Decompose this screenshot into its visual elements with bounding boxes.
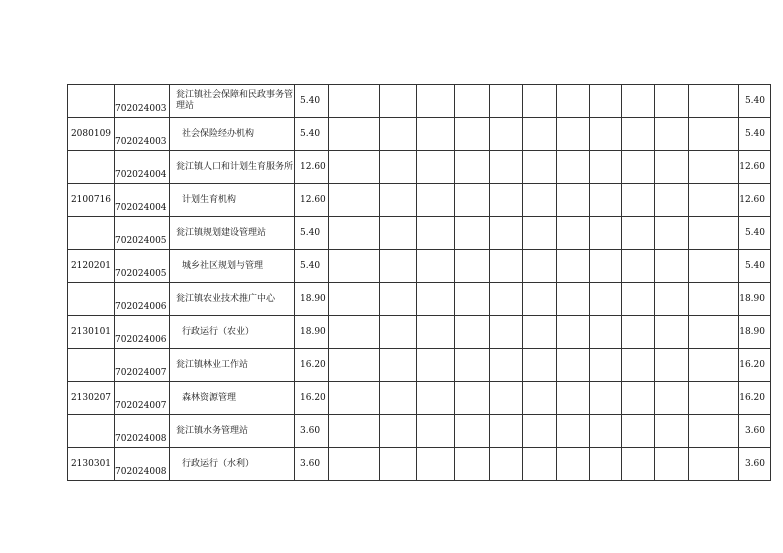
total-cell: 16.20	[739, 382, 771, 415]
empty-cell	[655, 151, 689, 184]
empty-cell	[455, 415, 490, 448]
amount-cell: 3.60	[295, 448, 329, 481]
empty-cell	[689, 250, 739, 283]
empty-cell	[590, 382, 622, 415]
empty-cell	[622, 250, 655, 283]
empty-cell	[622, 316, 655, 349]
amount-cell: 16.20	[295, 382, 329, 415]
empty-cell	[689, 316, 739, 349]
empty-cell	[455, 349, 490, 382]
table-body	[68, 85, 771, 481]
empty-cell	[523, 250, 557, 283]
empty-cell	[380, 250, 417, 283]
empty-cell	[590, 118, 622, 151]
empty-cell	[417, 250, 455, 283]
empty-cell	[329, 283, 380, 316]
empty-cell	[417, 151, 455, 184]
function-code-cell	[68, 85, 115, 118]
empty-cell	[655, 448, 689, 481]
empty-cell	[689, 349, 739, 382]
empty-cell	[329, 448, 380, 481]
empty-cell	[557, 118, 590, 151]
table-row	[68, 448, 771, 481]
total-cell: 5.40	[739, 118, 771, 151]
empty-cell	[523, 448, 557, 481]
item-name-cell: 行政运行（水利）	[170, 448, 295, 481]
empty-cell	[557, 184, 590, 217]
empty-cell	[557, 349, 590, 382]
empty-cell	[523, 85, 557, 118]
total-cell: 5.40	[739, 85, 771, 118]
empty-cell	[329, 217, 380, 250]
item-name-cell: 计划生育机构	[170, 184, 295, 217]
empty-cell	[490, 151, 523, 184]
amount-cell: 5.40	[295, 118, 329, 151]
empty-cell	[490, 283, 523, 316]
table-row	[68, 415, 771, 448]
unit-code-cell: 702024003	[115, 85, 170, 118]
empty-cell	[557, 151, 590, 184]
empty-cell	[380, 151, 417, 184]
unit-code-cell: 702024006	[115, 316, 170, 349]
unit-code-cell: 702024004	[115, 151, 170, 184]
amount-cell: 5.40	[295, 85, 329, 118]
amount-cell: 12.60	[295, 151, 329, 184]
empty-cell	[689, 283, 739, 316]
empty-cell	[329, 382, 380, 415]
function-code-cell	[68, 151, 115, 184]
empty-cell	[655, 250, 689, 283]
empty-cell	[655, 349, 689, 382]
total-cell: 3.60	[739, 415, 771, 448]
empty-cell	[329, 316, 380, 349]
empty-cell	[417, 184, 455, 217]
empty-cell	[523, 118, 557, 151]
empty-cell	[622, 283, 655, 316]
empty-cell	[523, 316, 557, 349]
function-code-cell	[68, 349, 115, 382]
empty-cell	[590, 217, 622, 250]
empty-cell	[557, 85, 590, 118]
empty-cell	[380, 283, 417, 316]
empty-cell	[590, 151, 622, 184]
empty-cell	[329, 184, 380, 217]
empty-cell	[490, 85, 523, 118]
empty-cell	[590, 283, 622, 316]
item-name-cell: 森林资源管理	[170, 382, 295, 415]
empty-cell	[455, 151, 490, 184]
empty-cell	[417, 316, 455, 349]
empty-cell	[622, 448, 655, 481]
empty-cell	[590, 85, 622, 118]
empty-cell	[329, 151, 380, 184]
empty-cell	[455, 118, 490, 151]
unit-code-cell: 702024008	[115, 415, 170, 448]
empty-cell	[417, 448, 455, 481]
empty-cell	[590, 415, 622, 448]
empty-cell	[329, 349, 380, 382]
empty-cell	[655, 118, 689, 151]
table-row	[68, 283, 771, 316]
empty-cell	[490, 316, 523, 349]
unit-code-cell: 702024006	[115, 283, 170, 316]
empty-cell	[455, 250, 490, 283]
function-code-cell: 2130301	[68, 448, 115, 481]
amount-cell: 16.20	[295, 349, 329, 382]
total-cell: 3.60	[739, 448, 771, 481]
empty-cell	[523, 349, 557, 382]
unit-code-cell: 702024003	[115, 118, 170, 151]
empty-cell	[380, 415, 417, 448]
empty-cell	[329, 85, 380, 118]
empty-cell	[380, 184, 417, 217]
empty-cell	[417, 217, 455, 250]
empty-cell	[523, 151, 557, 184]
empty-cell	[557, 415, 590, 448]
unit-code-cell: 702024007	[115, 349, 170, 382]
empty-cell	[655, 85, 689, 118]
empty-cell	[622, 382, 655, 415]
empty-cell	[380, 217, 417, 250]
table-row	[68, 316, 771, 349]
unit-code-cell: 702024005	[115, 250, 170, 283]
function-code-cell: 2130101	[68, 316, 115, 349]
empty-cell	[380, 349, 417, 382]
table-row	[68, 85, 771, 118]
function-code-cell	[68, 415, 115, 448]
table-row	[68, 250, 771, 283]
amount-cell: 5.40	[295, 217, 329, 250]
empty-cell	[590, 250, 622, 283]
amount-cell: 3.60	[295, 415, 329, 448]
empty-cell	[490, 217, 523, 250]
empty-cell	[622, 151, 655, 184]
empty-cell	[490, 184, 523, 217]
table-row	[68, 349, 771, 382]
empty-cell	[689, 85, 739, 118]
function-code-cell	[68, 283, 115, 316]
function-code-cell: 2080109	[68, 118, 115, 151]
item-name-cell: 城乡社区规划与管理	[170, 250, 295, 283]
empty-cell	[380, 85, 417, 118]
table-row	[68, 217, 771, 250]
empty-cell	[417, 118, 455, 151]
function-code-cell: 2100716	[68, 184, 115, 217]
empty-cell	[455, 283, 490, 316]
empty-cell	[490, 118, 523, 151]
empty-cell	[622, 217, 655, 250]
total-cell: 18.90	[739, 283, 771, 316]
total-cell: 5.40	[739, 250, 771, 283]
budget-table	[67, 84, 771, 481]
unit-code-cell: 702024005	[115, 217, 170, 250]
unit-name-cell: 瓮江镇人口和计划生育服务所	[170, 151, 295, 184]
table-row	[68, 118, 771, 151]
empty-cell	[523, 217, 557, 250]
empty-cell	[490, 448, 523, 481]
empty-cell	[655, 283, 689, 316]
item-name-cell: 社会保险经办机构	[170, 118, 295, 151]
empty-cell	[590, 316, 622, 349]
unit-name-cell: 瓮江镇农业技术推广中心	[170, 283, 295, 316]
total-cell: 18.90	[739, 316, 771, 349]
empty-cell	[455, 448, 490, 481]
empty-cell	[689, 415, 739, 448]
total-cell: 16.20	[739, 349, 771, 382]
unit-name-cell: 瓮江镇社会保障和民政事务管理站	[170, 85, 295, 118]
function-code-cell: 2130207	[68, 382, 115, 415]
empty-cell	[455, 316, 490, 349]
table-row	[68, 151, 771, 184]
empty-cell	[655, 184, 689, 217]
empty-cell	[329, 250, 380, 283]
empty-cell	[655, 217, 689, 250]
empty-cell	[417, 382, 455, 415]
empty-cell	[655, 316, 689, 349]
table-row	[68, 184, 771, 217]
empty-cell	[590, 349, 622, 382]
amount-cell: 18.90	[295, 316, 329, 349]
unit-code-cell: 702024004	[115, 184, 170, 217]
empty-cell	[417, 85, 455, 118]
empty-cell	[557, 448, 590, 481]
empty-cell	[455, 217, 490, 250]
empty-cell	[490, 250, 523, 283]
empty-cell	[622, 349, 655, 382]
empty-cell	[455, 184, 490, 217]
empty-cell	[689, 118, 739, 151]
empty-cell	[689, 448, 739, 481]
empty-cell	[689, 184, 739, 217]
empty-cell	[557, 283, 590, 316]
empty-cell	[380, 382, 417, 415]
empty-cell	[689, 217, 739, 250]
empty-cell	[557, 382, 590, 415]
empty-cell	[689, 382, 739, 415]
empty-cell	[380, 448, 417, 481]
empty-cell	[417, 283, 455, 316]
empty-cell	[329, 118, 380, 151]
empty-cell	[417, 349, 455, 382]
empty-cell	[622, 85, 655, 118]
empty-cell	[523, 283, 557, 316]
unit-code-cell: 702024008	[115, 448, 170, 481]
empty-cell	[557, 217, 590, 250]
function-code-cell: 2120201	[68, 250, 115, 283]
empty-cell	[557, 316, 590, 349]
empty-cell	[455, 85, 490, 118]
empty-cell	[490, 382, 523, 415]
empty-cell	[622, 184, 655, 217]
total-cell: 5.40	[739, 217, 771, 250]
unit-name-cell: 瓮江镇林业工作站	[170, 349, 295, 382]
empty-cell	[490, 415, 523, 448]
amount-cell: 5.40	[295, 250, 329, 283]
unit-name-cell: 瓮江镇规划建设管理站	[170, 217, 295, 250]
function-code-cell	[68, 217, 115, 250]
amount-cell: 12.60	[295, 184, 329, 217]
empty-cell	[380, 316, 417, 349]
empty-cell	[523, 415, 557, 448]
item-name-cell: 行政运行（农业）	[170, 316, 295, 349]
amount-cell: 18.90	[295, 283, 329, 316]
total-cell: 12.60	[739, 151, 771, 184]
empty-cell	[655, 415, 689, 448]
unit-name-cell: 瓮江镇水务管理站	[170, 415, 295, 448]
empty-cell	[523, 382, 557, 415]
empty-cell	[523, 184, 557, 217]
empty-cell	[490, 349, 523, 382]
total-cell: 12.60	[739, 184, 771, 217]
empty-cell	[622, 415, 655, 448]
empty-cell	[329, 415, 380, 448]
empty-cell	[622, 118, 655, 151]
empty-cell	[655, 382, 689, 415]
empty-cell	[590, 184, 622, 217]
unit-code-cell: 702024007	[115, 382, 170, 415]
empty-cell	[417, 415, 455, 448]
empty-cell	[455, 382, 490, 415]
empty-cell	[557, 250, 590, 283]
empty-cell	[689, 151, 739, 184]
table-row	[68, 382, 771, 415]
empty-cell	[380, 118, 417, 151]
empty-cell	[590, 448, 622, 481]
